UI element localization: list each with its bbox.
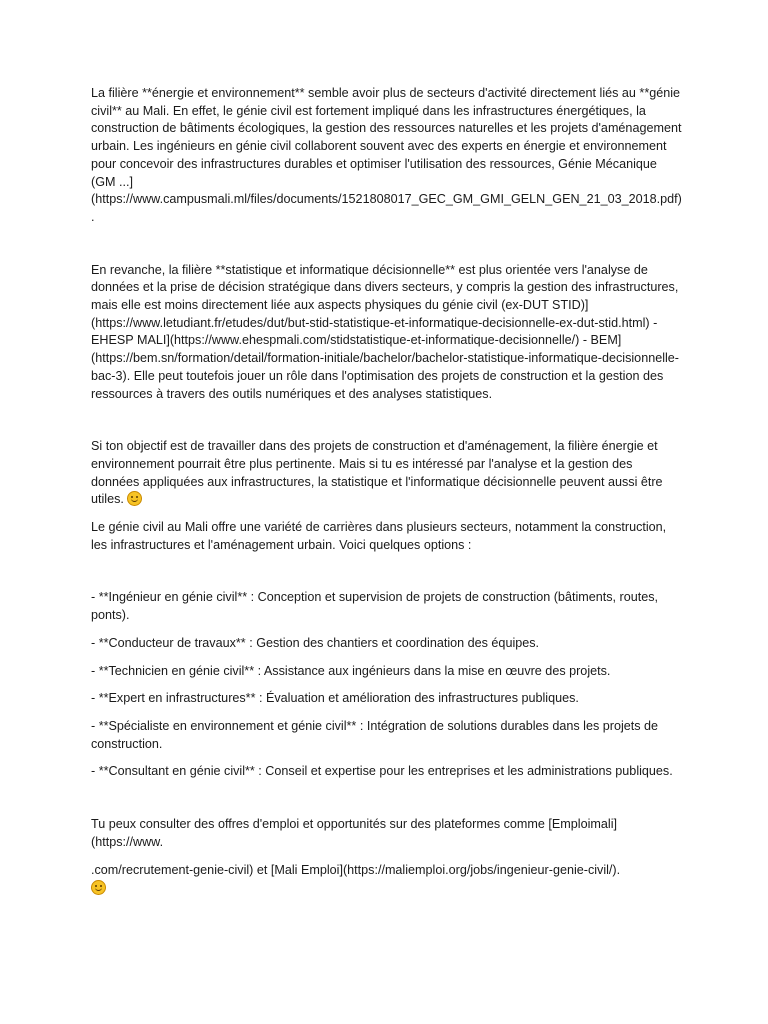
career-list [91,589,683,781]
paragraph-plateformes-suite-text: .com/recrutement-genie-civil) et [Mali Emploi](https://maliemploi.org/jobs/ingenieur-genie-civil/). [91,862,621,877]
list-item: - **Conducteur de travaux** : Gestion des chantiers et coordination des équipes. [91,635,540,650]
paragraph-plateformes: Tu peux consulter des offres d'emploi et opportunités sur des plateformes comme [Emploimali](https://www. [91,817,617,849]
list-item: - **Spécialiste en environnement et génie civil** : Intégration de solutions durables dans les projets de construction. [91,718,659,751]
smiling-face-icon [127,491,142,506]
list-item: - **Ingénieur en génie civil** : Conception et supervision de projets de construction (bâtiments, routes, ponts). [91,590,659,623]
document-page [91,85,683,895]
smiling-face-icon [91,880,106,895]
paragraph-statistique: En revanche, la filière **statistique et informatique décisionnelle** est plus orientée vers l'analyse de données et la prise de décision stratégique dans divers secteurs, y compris la gestion des infrastructures, mais elle est moins directement liée aux aspects physiques du génie civil (ex-DUT STID)](https://www.letudiant.fr/etudes/dut/but-stid-statistique-et-informatique-decisionnelle-ex-dut-stid.html) - EHESP MALI](https://www.ehespmali.com/stidstatistique-et-informatique-decisionnelle/) - BEM](https://bem.sn/formation/detail/formation-initiale/bachelor/bachelor-statistique-informatique-decisionnelle-bac-3). Elle peut toutefois jouer un rôle dans l'optimisation des projets de construction et la gestion des ressources à travers des outils numériques et des analyses statistiques. [91,262,679,401]
paragraph-conseil [91,438,683,509]
list-item: - **Consultant en génie civil** : Conseil et expertise pour les entreprises et les administrations publiques. [91,764,673,779]
paragraph-carrieres-intro: Le génie civil au Mali offre une variété de carrières dans plusieurs secteurs, notamment la construction, les infrastructures et l'aménagement urbain. Voici quelques options : [91,520,667,552]
list-item: - **Technicien en génie civil** : Assistance aux ingénieurs dans la mise en œuvre des projets. [91,663,611,678]
paragraph-energie: La filière **énergie et environnement** semble avoir plus de secteurs d'activité directement liés au **génie civil** au Mali. En effet, le génie civil est fortement impliqué dans les infrastructures énergétiques, la construction de bâtiments écologiques, la gestion des ressources naturelles et les projets d'aménagement urbain. Les ingénieurs en génie civil collaborent souvent avec des experts en énergie et environnement pour concevoir des infrastructures durables et optimiser l'utilisation des ressources, Génie Mécanique (GM ...](https://www.campusmali.ml/files/documents/1521808017_GEC_GM_GMI_GELN_GEN_21_03_2018.pdf). [91,86,682,224]
paragraph-plateformes-suite [91,862,683,896]
list-item: - **Expert en infrastructures** : Évaluation et amélioration des infrastructures publiques. [91,691,579,706]
paragraph-conseil-text: Si ton objectif est de travailler dans des projets de construction et d'aménagement, la filière énergie et environnement pourrait être plus pertinente. Mais si tu es intéressé par l'analyse et la gestion des données appliquées aux infrastructures, la statistique et l'informatique décisionnelle peuvent aussi être utiles. [91,439,663,507]
